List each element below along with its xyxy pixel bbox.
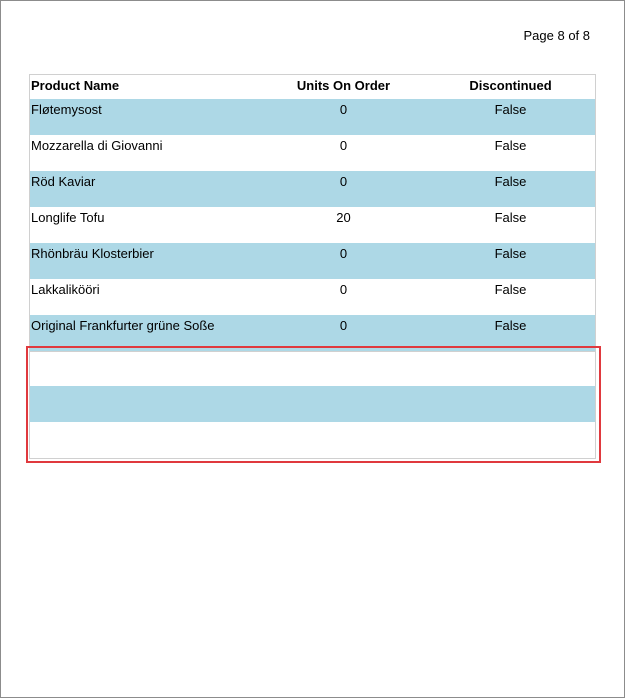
table-row [30, 171, 595, 207]
header-discontinued: Discontinued [469, 78, 552, 93]
page-number: Page 8 of 8 [523, 28, 590, 43]
table-row [30, 207, 595, 243]
product-name-cell: Rhönbräu Klosterbier [31, 246, 154, 261]
units-on-order-cell: 0 [339, 282, 348, 297]
product-name-cell: Original Frankfurter grüne Soße [31, 318, 215, 333]
table-header-row [30, 75, 595, 99]
table-row [30, 243, 595, 279]
discontinued-cell: False [494, 102, 527, 117]
units-on-order-cell: 0 [339, 318, 348, 333]
units-on-order-cell: 0 [339, 174, 348, 189]
product-table [29, 74, 596, 352]
units-on-order-cell: 0 [339, 138, 348, 153]
discontinued-cell: False [494, 138, 527, 153]
units-on-order-cell: 0 [339, 246, 348, 261]
discontinued-cell: False [494, 210, 527, 225]
header-units-on-order: Units On Order [296, 78, 391, 93]
empty-rows-highlight-box [26, 346, 601, 463]
product-name-cell: Röd Kaviar [31, 174, 96, 189]
discontinued-cell: False [494, 174, 527, 189]
table-row [30, 279, 595, 315]
product-name-cell: Fløtemysost [31, 102, 102, 117]
product-name-cell: Lakkalikööri [31, 282, 100, 297]
discontinued-cell: False [494, 246, 527, 261]
table-row [30, 135, 595, 171]
discontinued-cell: False [494, 282, 527, 297]
table-row [30, 99, 595, 135]
discontinued-cell: False [494, 318, 527, 333]
header-product-name: Product Name [31, 78, 120, 93]
units-on-order-cell: 20 [336, 210, 351, 225]
units-on-order-cell: 0 [339, 102, 348, 117]
product-name-cell: Mozzarella di Giovanni [31, 138, 163, 153]
product-name-cell: Longlife Tofu [31, 210, 105, 225]
